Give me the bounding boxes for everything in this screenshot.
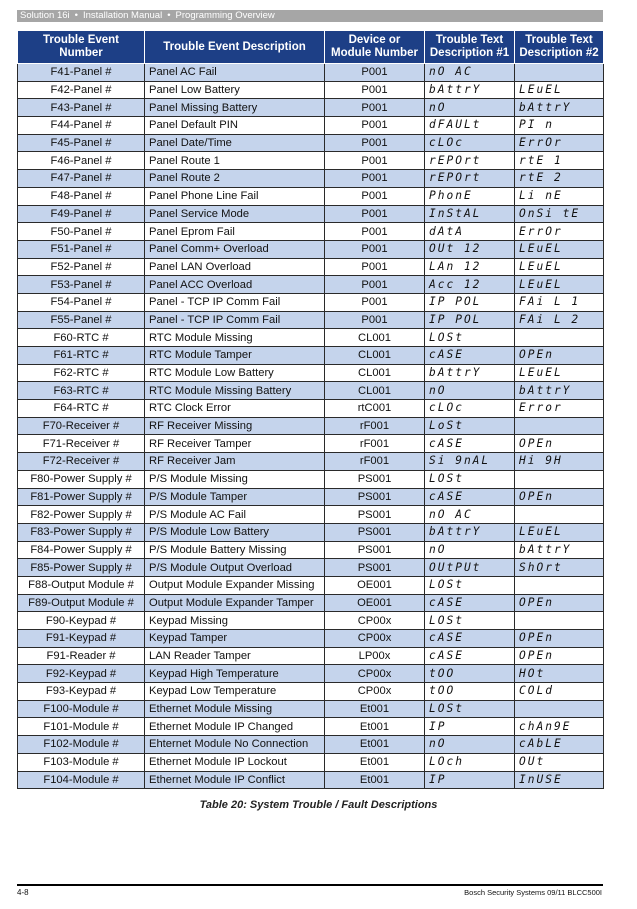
device-cell: P001 — [325, 276, 425, 294]
device-cell: CP00x — [325, 665, 425, 683]
description-cell: Panel Phone Line Fail — [145, 187, 325, 205]
device-cell: P001 — [325, 170, 425, 188]
column-header-trouble-text-1: Trouble Text Description #1 — [425, 31, 515, 64]
event-number-cell: F72-Receiver # — [18, 453, 145, 471]
description-cell: RF Receiver Missing — [145, 417, 325, 435]
trouble-text-1-cell: nO — [425, 382, 515, 400]
footer-rule — [17, 884, 603, 886]
trouble-text-1-cell: cLOc — [425, 134, 515, 152]
event-number-cell: F44-Panel # — [18, 117, 145, 135]
description-cell: Panel ACC Overload — [145, 276, 325, 294]
event-number-cell: F61-RTC # — [18, 347, 145, 365]
trouble-text-1-cell: LOSt — [425, 470, 515, 488]
trouble-text-2-cell: FAi L 1 — [515, 293, 604, 311]
device-cell: Et001 — [325, 700, 425, 718]
table-row — [18, 347, 604, 365]
description-cell: P/S Module Battery Missing — [145, 541, 325, 559]
header-section: Programming Overview — [175, 10, 275, 21]
column-header-trouble-text-2: Trouble Text Description #2 — [515, 31, 604, 64]
trouble-text-1-cell: rEPOrt — [425, 170, 515, 188]
event-number-cell: F100-Module # — [18, 700, 145, 718]
table-row — [18, 99, 604, 117]
description-cell: Panel - TCP IP Comm Fail — [145, 311, 325, 329]
trouble-text-2-cell: OPEn — [515, 594, 604, 612]
table-row — [18, 223, 604, 241]
trouble-text-1-cell: InStAL — [425, 205, 515, 223]
header-separator: • — [74, 10, 78, 21]
trouble-text-1-cell: cASE — [425, 488, 515, 506]
table-row — [18, 576, 604, 594]
description-cell: Output Module Expander Tamper — [145, 594, 325, 612]
description-cell: Panel Route 1 — [145, 152, 325, 170]
trouble-text-2-cell: HOt — [515, 665, 604, 683]
device-cell: Et001 — [325, 753, 425, 771]
description-cell: Panel Eprom Fail — [145, 223, 325, 241]
event-number-cell: F60-RTC # — [18, 329, 145, 347]
trouble-text-2-cell: cAbLE — [515, 736, 604, 754]
trouble-text-1-cell: cLOc — [425, 400, 515, 418]
event-number-cell: F63-RTC # — [18, 382, 145, 400]
event-number-cell: F48-Panel # — [18, 187, 145, 205]
description-cell: RF Receiver Jam — [145, 453, 325, 471]
trouble-text-2-cell: LEuEL — [515, 523, 604, 541]
trouble-text-1-cell: cASE — [425, 647, 515, 665]
trouble-text-2-cell: bAttrY — [515, 382, 604, 400]
description-cell: Panel Date/Time — [145, 134, 325, 152]
device-cell: rtC001 — [325, 400, 425, 418]
description-cell: RTC Module Missing — [145, 329, 325, 347]
device-cell: Et001 — [325, 736, 425, 754]
table-row — [18, 665, 604, 683]
event-number-cell: F41-Panel # — [18, 64, 145, 82]
event-number-cell: F53-Panel # — [18, 276, 145, 294]
device-cell: CP00x — [325, 612, 425, 630]
trouble-text-1-cell: nO AC — [425, 506, 515, 524]
device-cell: CP00x — [325, 630, 425, 648]
description-cell: Ethernet Module IP Changed — [145, 718, 325, 736]
trouble-text-1-cell: tOO — [425, 665, 515, 683]
trouble-text-2-cell — [515, 329, 604, 347]
table-row — [18, 488, 604, 506]
description-cell: Ethernet Module IP Lockout — [145, 753, 325, 771]
device-cell: PS001 — [325, 559, 425, 577]
description-cell: RTC Module Missing Battery — [145, 382, 325, 400]
trouble-text-1-cell: dAtA — [425, 223, 515, 241]
footer-info: Bosch Security Systems 09/11 BLCC500I — [464, 888, 602, 897]
event-number-cell: F93-Keypad # — [18, 683, 145, 701]
column-header-device: Device or Module Number — [325, 31, 425, 64]
table-row — [18, 311, 604, 329]
trouble-text-1-cell: Acc 12 — [425, 276, 515, 294]
device-cell: CL001 — [325, 382, 425, 400]
trouble-text-1-cell: LOch — [425, 753, 515, 771]
trouble-text-2-cell — [515, 506, 604, 524]
event-number-cell: F52-Panel # — [18, 258, 145, 276]
device-cell: P001 — [325, 205, 425, 223]
event-number-cell: F91-Keypad # — [18, 630, 145, 648]
trouble-text-1-cell: nO — [425, 736, 515, 754]
description-cell: LAN Reader Tamper — [145, 647, 325, 665]
trouble-text-2-cell: LEuEL — [515, 276, 604, 294]
table-row — [18, 170, 604, 188]
description-cell: Output Module Expander Missing — [145, 576, 325, 594]
device-cell: CL001 — [325, 329, 425, 347]
trouble-text-2-cell — [515, 470, 604, 488]
event-number-cell: F71-Receiver # — [18, 435, 145, 453]
trouble-text-2-cell: LEuEL — [515, 258, 604, 276]
event-number-cell: F70-Receiver # — [18, 417, 145, 435]
description-cell: Panel Route 2 — [145, 170, 325, 188]
description-cell: RF Receiver Tamper — [145, 435, 325, 453]
table-row — [18, 258, 604, 276]
event-number-cell: F84-Power Supply # — [18, 541, 145, 559]
trouble-text-2-cell: Hi 9H — [515, 453, 604, 471]
event-number-cell: F46-Panel # — [18, 152, 145, 170]
table-row — [18, 81, 604, 99]
event-number-cell: F80-Power Supply # — [18, 470, 145, 488]
event-number-cell: F49-Panel # — [18, 205, 145, 223]
trouble-text-2-cell — [515, 64, 604, 82]
device-cell: PS001 — [325, 470, 425, 488]
event-number-cell: F83-Power Supply # — [18, 523, 145, 541]
device-cell: PS001 — [325, 541, 425, 559]
device-cell: LP00x — [325, 647, 425, 665]
event-number-cell: F85-Power Supply # — [18, 559, 145, 577]
trouble-text-1-cell: dFAULt — [425, 117, 515, 135]
trouble-text-2-cell: ShOrt — [515, 559, 604, 577]
device-cell: CL001 — [325, 347, 425, 365]
event-number-cell: F89-Output Module # — [18, 594, 145, 612]
table-row — [18, 559, 604, 577]
table-row — [18, 435, 604, 453]
device-cell: PS001 — [325, 506, 425, 524]
description-cell: Keypad Tamper — [145, 630, 325, 648]
trouble-text-2-cell: rtE 2 — [515, 170, 604, 188]
table-row — [18, 683, 604, 701]
header-product: Solution 16i — [20, 10, 70, 21]
column-header-event-number: Trouble Event Number — [18, 31, 145, 64]
trouble-text-1-cell: LOSt — [425, 612, 515, 630]
description-cell: Ehternet Module No Connection — [145, 736, 325, 754]
description-cell: Panel Default PIN — [145, 117, 325, 135]
table-row — [18, 647, 604, 665]
event-number-cell: F50-Panel # — [18, 223, 145, 241]
trouble-text-1-cell: bAttrY — [425, 364, 515, 382]
device-cell: CL001 — [325, 364, 425, 382]
table-row — [18, 453, 604, 471]
header-separator: • — [167, 10, 171, 21]
trouble-text-1-cell: cASE — [425, 630, 515, 648]
trouble-text-2-cell — [515, 417, 604, 435]
trouble-text-2-cell: ErrOr — [515, 134, 604, 152]
description-cell: P/S Module AC Fail — [145, 506, 325, 524]
table-row — [18, 400, 604, 418]
table-row — [18, 718, 604, 736]
trouble-text-2-cell: OPEn — [515, 347, 604, 365]
event-number-cell: F47-Panel # — [18, 170, 145, 188]
table-row — [18, 187, 604, 205]
device-cell: rF001 — [325, 435, 425, 453]
device-cell: P001 — [325, 223, 425, 241]
description-cell: Panel Service Mode — [145, 205, 325, 223]
trouble-text-1-cell: nO — [425, 99, 515, 117]
trouble-text-2-cell: LEuEL — [515, 240, 604, 258]
device-cell: P001 — [325, 134, 425, 152]
device-cell: P001 — [325, 152, 425, 170]
trouble-text-2-cell: OPEn — [515, 630, 604, 648]
table-row — [18, 293, 604, 311]
event-number-cell: F101-Module # — [18, 718, 145, 736]
column-header-description: Trouble Event Description — [145, 31, 325, 64]
description-cell: Panel Low Battery — [145, 81, 325, 99]
description-cell: Panel AC Fail — [145, 64, 325, 82]
trouble-text-2-cell: PI n — [515, 117, 604, 135]
running-header — [17, 10, 603, 22]
table-row — [18, 541, 604, 559]
event-number-cell: F103-Module # — [18, 753, 145, 771]
trouble-text-2-cell: FAi L 2 — [515, 311, 604, 329]
trouble-text-1-cell: tOO — [425, 683, 515, 701]
table-row — [18, 117, 604, 135]
description-cell: Panel LAN Overload — [145, 258, 325, 276]
trouble-text-1-cell: cASE — [425, 594, 515, 612]
trouble-text-1-cell: Si 9nAL — [425, 453, 515, 471]
table-row — [18, 152, 604, 170]
description-cell: P/S Module Output Overload — [145, 559, 325, 577]
description-cell: RTC Clock Error — [145, 400, 325, 418]
description-cell: Keypad High Temperature — [145, 665, 325, 683]
device-cell: P001 — [325, 81, 425, 99]
event-number-cell: F43-Panel # — [18, 99, 145, 117]
trouble-text-2-cell: chAn9E — [515, 718, 604, 736]
trouble-text-2-cell: OUt — [515, 753, 604, 771]
table-row — [18, 64, 604, 82]
description-cell: Keypad Missing — [145, 612, 325, 630]
trouble-text-2-cell: OPEn — [515, 488, 604, 506]
table-row — [18, 506, 604, 524]
trouble-text-1-cell: IP POL — [425, 311, 515, 329]
event-number-cell: F81-Power Supply # — [18, 488, 145, 506]
trouble-text-1-cell: OUtPUt — [425, 559, 515, 577]
table-row — [18, 205, 604, 223]
trouble-text-2-cell — [515, 576, 604, 594]
event-number-cell: F92-Keypad # — [18, 665, 145, 683]
device-cell: Et001 — [325, 718, 425, 736]
event-number-cell: F91-Reader # — [18, 647, 145, 665]
event-number-cell: F82-Power Supply # — [18, 506, 145, 524]
device-cell: P001 — [325, 117, 425, 135]
device-cell: P001 — [325, 187, 425, 205]
device-cell: CP00x — [325, 683, 425, 701]
table-row — [18, 364, 604, 382]
description-cell: Panel - TCP IP Comm Fail — [145, 293, 325, 311]
table-row — [18, 470, 604, 488]
table-row — [18, 736, 604, 754]
trouble-text-2-cell: bAttrY — [515, 541, 604, 559]
description-cell: P/S Module Missing — [145, 470, 325, 488]
trouble-text-2-cell: bAttrY — [515, 99, 604, 117]
description-cell: Keypad Low Temperature — [145, 683, 325, 701]
trouble-text-2-cell: OnSi tE — [515, 205, 604, 223]
trouble-text-1-cell: PhonE — [425, 187, 515, 205]
trouble-text-1-cell: LOSt — [425, 576, 515, 594]
trouble-text-1-cell: IP — [425, 718, 515, 736]
page-number: 4-8 — [17, 888, 29, 897]
event-number-cell: F54-Panel # — [18, 293, 145, 311]
device-cell: rF001 — [325, 417, 425, 435]
trouble-text-2-cell: rtE 1 — [515, 152, 604, 170]
table-row — [18, 753, 604, 771]
description-cell: Panel Missing Battery — [145, 99, 325, 117]
table-row — [18, 276, 604, 294]
trouble-text-1-cell: LoSt — [425, 417, 515, 435]
event-number-cell: F88-Output Module # — [18, 576, 145, 594]
event-number-cell: F45-Panel # — [18, 134, 145, 152]
device-cell: rF001 — [325, 453, 425, 471]
event-number-cell: F104-Module # — [18, 771, 145, 789]
trouble-text-2-cell: Li nE — [515, 187, 604, 205]
trouble-text-1-cell: IP — [425, 771, 515, 789]
table-row — [18, 771, 604, 789]
table-row — [18, 700, 604, 718]
event-number-cell: F51-Panel # — [18, 240, 145, 258]
trouble-text-1-cell: cASE — [425, 347, 515, 365]
event-number-cell: F102-Module # — [18, 736, 145, 754]
trouble-text-2-cell: ErrOr — [515, 223, 604, 241]
trouble-text-1-cell: bAttrY — [425, 523, 515, 541]
table-caption: Table 20: System Trouble / Fault Descriptions — [199, 799, 438, 811]
device-cell: PS001 — [325, 523, 425, 541]
table-body — [18, 64, 604, 789]
device-cell: P001 — [325, 240, 425, 258]
table-row — [18, 612, 604, 630]
event-number-cell: F62-RTC # — [18, 364, 145, 382]
trouble-text-1-cell: OUt 12 — [425, 240, 515, 258]
device-cell: P001 — [325, 99, 425, 117]
trouble-text-2-cell — [515, 612, 604, 630]
table-row — [18, 594, 604, 612]
description-cell: Panel Comm+ Overload — [145, 240, 325, 258]
trouble-text-1-cell: LAn 12 — [425, 258, 515, 276]
trouble-text-1-cell: LOSt — [425, 700, 515, 718]
table-row — [18, 329, 604, 347]
table-header-row — [18, 31, 604, 64]
trouble-text-1-cell: bAttrY — [425, 81, 515, 99]
description-cell: Ethernet Module Missing — [145, 700, 325, 718]
description-cell: RTC Module Low Battery — [145, 364, 325, 382]
device-cell: P001 — [325, 293, 425, 311]
trouble-text-1-cell: cASE — [425, 435, 515, 453]
trouble-text-1-cell: nO — [425, 541, 515, 559]
event-number-cell: F55-Panel # — [18, 311, 145, 329]
device-cell: PS001 — [325, 488, 425, 506]
event-number-cell: F42-Panel # — [18, 81, 145, 99]
trouble-text-2-cell: OPEn — [515, 647, 604, 665]
table-row — [18, 240, 604, 258]
trouble-text-1-cell: nO AC — [425, 64, 515, 82]
device-cell: P001 — [325, 311, 425, 329]
trouble-text-2-cell: LEuEL — [515, 364, 604, 382]
trouble-table — [17, 30, 604, 789]
trouble-text-1-cell: LOSt — [425, 329, 515, 347]
trouble-text-2-cell: OPEn — [515, 435, 604, 453]
trouble-text-2-cell: COLd — [515, 683, 604, 701]
device-cell: OE001 — [325, 576, 425, 594]
trouble-text-2-cell: InUSE — [515, 771, 604, 789]
event-number-cell: F90-Keypad # — [18, 612, 145, 630]
description-cell: P/S Module Tamper — [145, 488, 325, 506]
device-cell: OE001 — [325, 594, 425, 612]
table-row — [18, 417, 604, 435]
table-row — [18, 630, 604, 648]
trouble-text-2-cell — [515, 700, 604, 718]
table-row — [18, 134, 604, 152]
header-manual: Installation Manual — [82, 10, 163, 21]
table-row — [18, 382, 604, 400]
description-cell: RTC Module Tamper — [145, 347, 325, 365]
description-cell: Ethernet Module IP Conflict — [145, 771, 325, 789]
device-cell: P001 — [325, 64, 425, 82]
trouble-text-1-cell: IP POL — [425, 293, 515, 311]
trouble-text-2-cell: Error — [515, 400, 604, 418]
table-row — [18, 523, 604, 541]
trouble-text-2-cell: LEuEL — [515, 81, 604, 99]
description-cell: P/S Module Low Battery — [145, 523, 325, 541]
device-cell: P001 — [325, 258, 425, 276]
trouble-text-1-cell: rEPOrt — [425, 152, 515, 170]
device-cell: Et001 — [325, 771, 425, 789]
event-number-cell: F64-RTC # — [18, 400, 145, 418]
